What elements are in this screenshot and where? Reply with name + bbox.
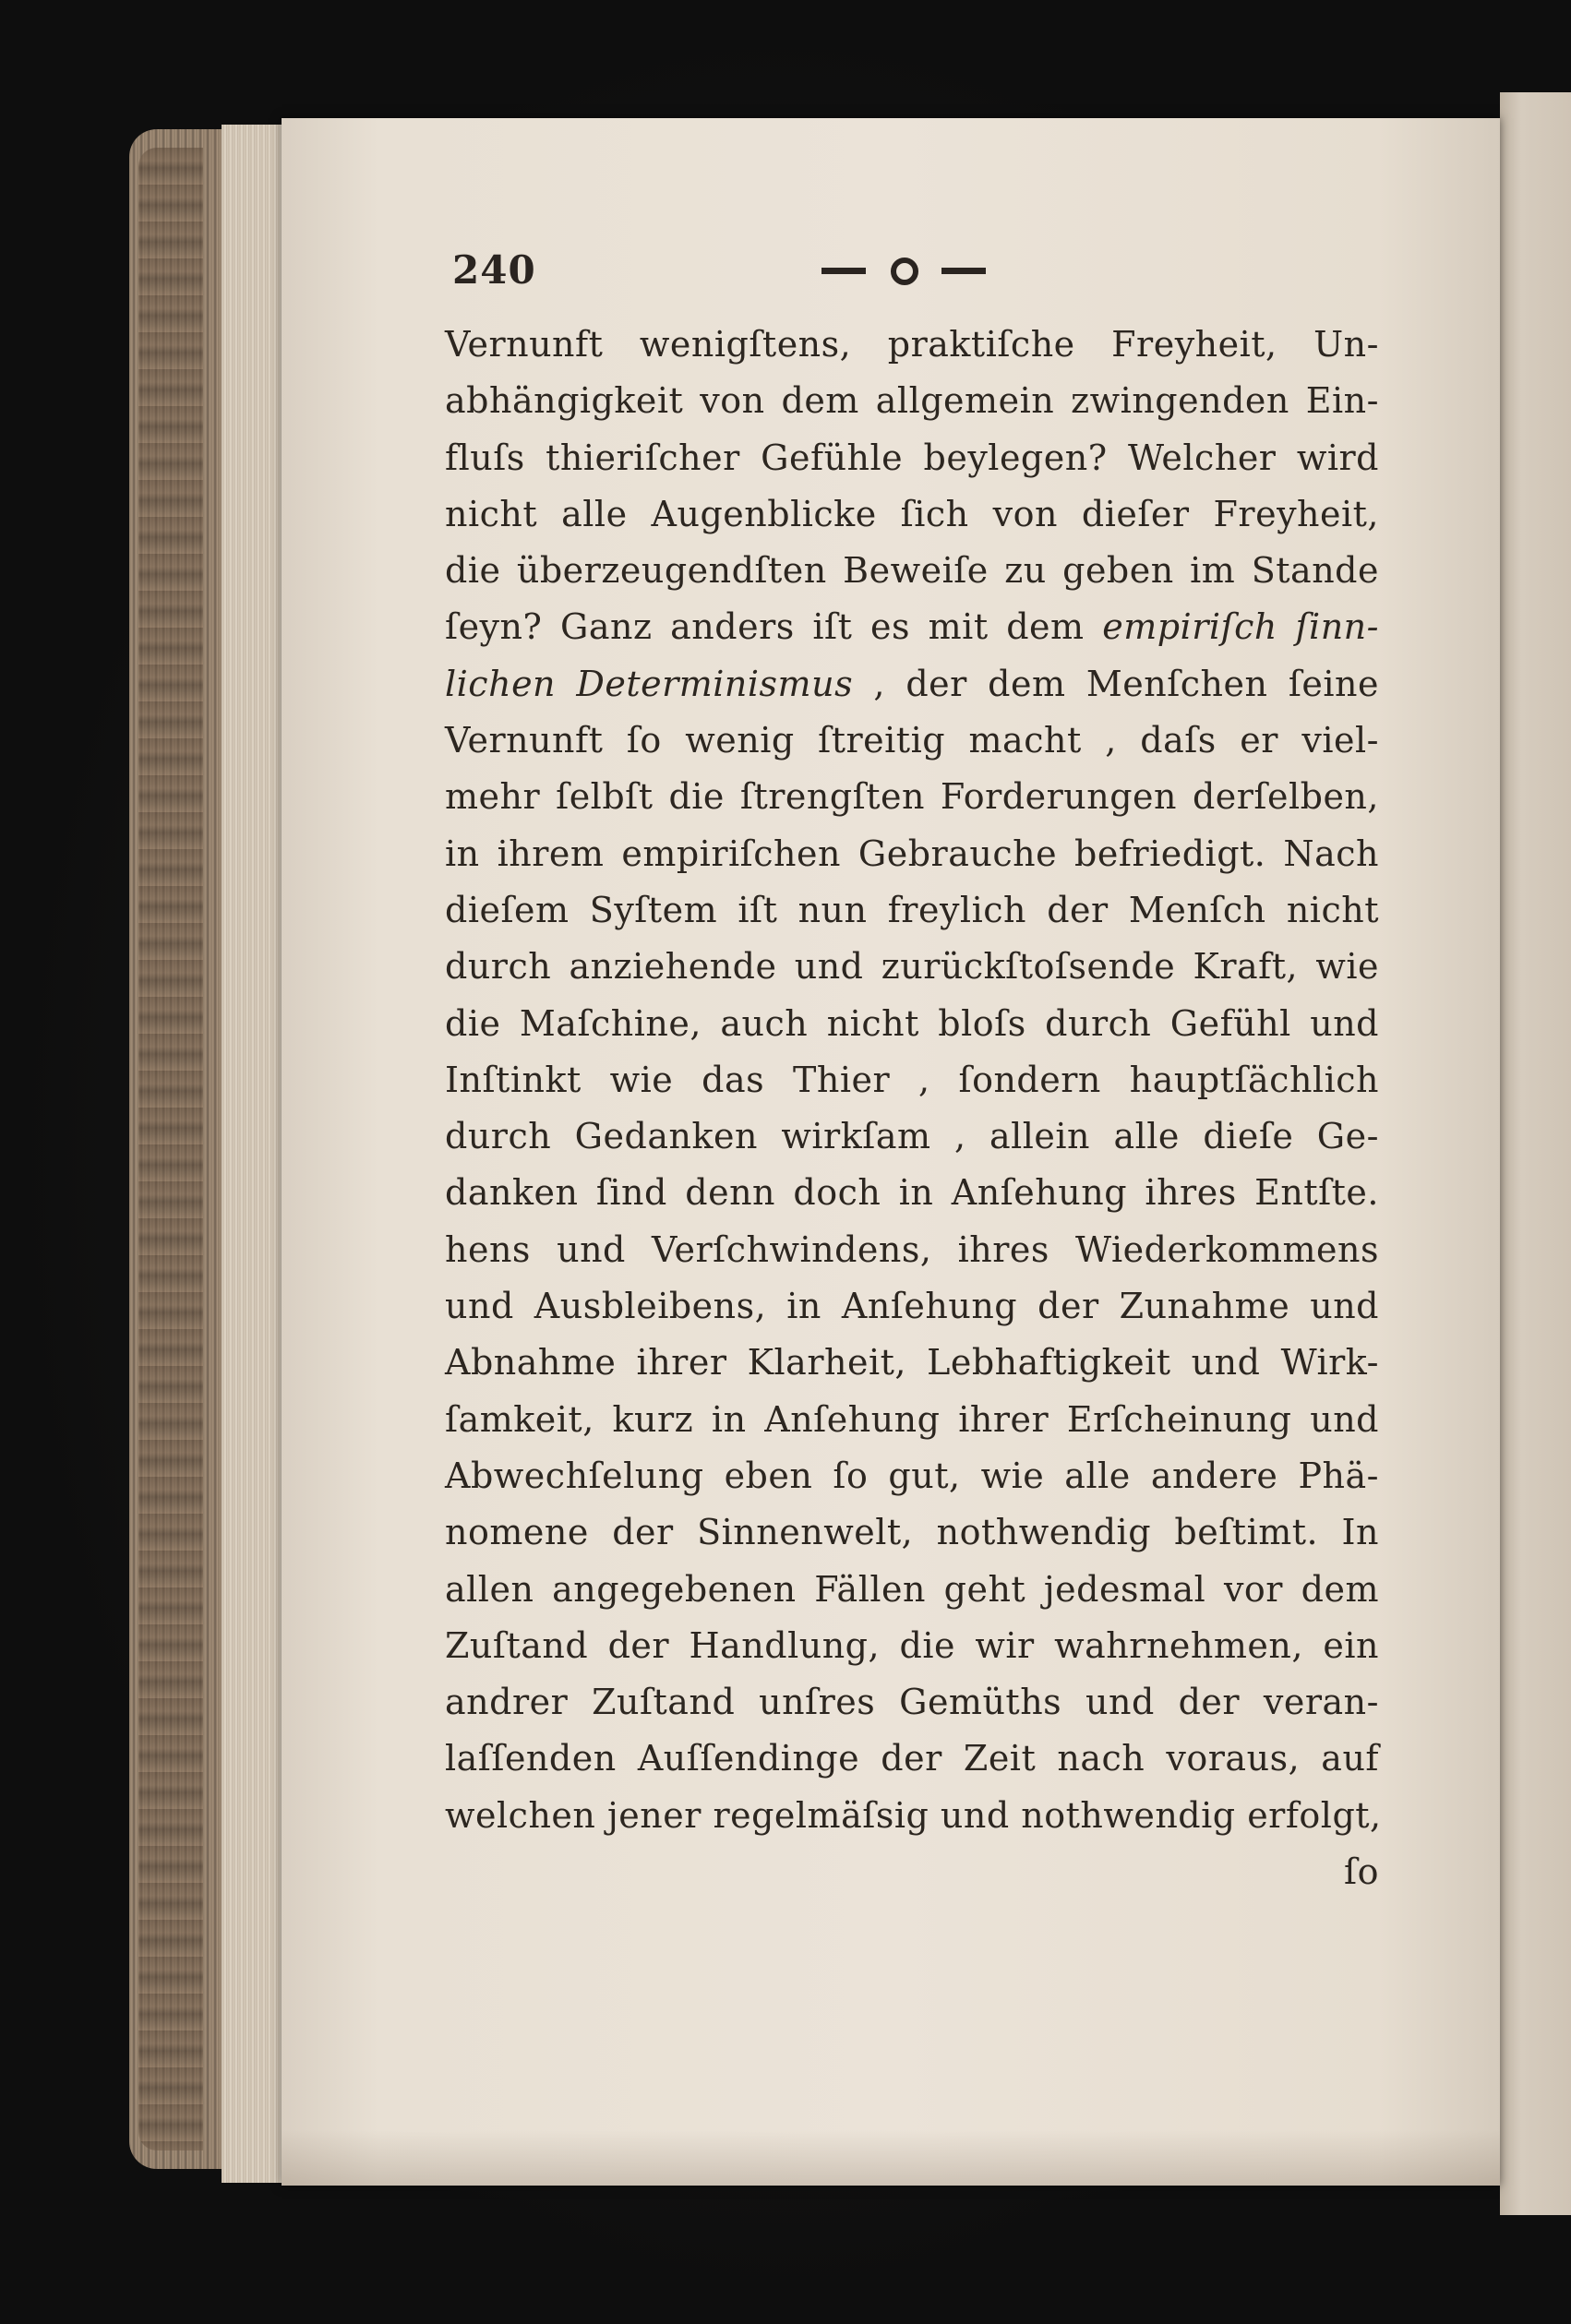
text-line: nomene der Sinnenwelt, nothwendig beſtimt. In — [445, 1512, 1379, 1553]
body-text — [445, 317, 1382, 1900]
text-line: welchen jener regelmäſsig und nothwendig erfolgt, — [445, 1794, 1382, 1836]
text-line: Zuſtand der Handlung, die wir wahrnehmen, ein — [445, 1624, 1379, 1666]
facing-page-edge — [1500, 92, 1571, 2215]
text-line: Vernunft wenigſtens, praktiſche Freyheit, Un- — [445, 324, 1379, 365]
text-line: Abnahme ihrer Klarheit, Lebhaftigkeit und Wirk- — [445, 1342, 1379, 1384]
text-line: in ihrem empiriſchen Gebrauche befriedigt. Nach — [445, 833, 1379, 874]
text-line — [445, 656, 1379, 713]
text-line: durch Gedanken wirkſam , allein alle dieſe Ge- — [445, 1116, 1379, 1157]
text-line: fluſs thieriſcher Gefühle beylegen? Welcher wird — [445, 437, 1379, 478]
text-segment: ſeyn? Ganz anders iſt es mit dem — [445, 606, 1103, 648]
text-line: abhängigkeit von dem allgemein zwingenden Ein- — [445, 380, 1379, 422]
text-line: Abwechſelung eben ſo gut, wie alle andere Phä- — [445, 1455, 1379, 1496]
text-line: nicht alle Augenblicke ſich von dieſer Freyheit, — [445, 493, 1379, 534]
header-ornament-icon — [803, 249, 1006, 295]
emphasized-term: empiriſch ſinn- — [1102, 606, 1379, 648]
text-line: mehr ſelbſt die ſtrengſten Forderungen derſelben, — [445, 776, 1379, 818]
text-line: hens und Verſchwindens, ihres Wiederkommens — [445, 1228, 1379, 1270]
text-line: dieſem Syſtem iſt nun freylich der Menſch nicht — [445, 889, 1379, 930]
text-line: durch anziehende und zurückſtoſsende Kraft, wie — [445, 946, 1379, 988]
text-line: die überzeugendſten Beweiſe zu geben im Stande — [445, 550, 1379, 592]
text-segment: , der dem Menſchen ſeine — [853, 663, 1380, 704]
text-line: laſſenden Auſſendinge der Zeit nach voraus, auf — [445, 1738, 1379, 1779]
text-line: und Ausbleibens, in Anſehung der Zunahme und — [445, 1286, 1379, 1327]
text-line: Vernunft ſo wenig ſtreitig macht , daſs er viel- — [445, 720, 1379, 761]
text-line: andrer Zuſtand unſres Gemüths und der veran- — [445, 1682, 1379, 1723]
page-number: 240 — [452, 247, 536, 293]
book-edge-foxing — [138, 148, 203, 2150]
text-line: ſamkeit, kurz in Anſehung ihrer Erſcheinung und — [445, 1398, 1379, 1440]
page-shadow — [282, 2130, 1500, 2186]
page-stack — [222, 125, 286, 2183]
page-header — [452, 247, 1375, 303]
emphasized-term: lichen Determinismus — [445, 663, 854, 704]
text-line: allen angegebenen Fällen geht jedesmal vor dem — [445, 1568, 1379, 1610]
text-line: Inſtinkt wie das Thier , ſondern hauptſächlich — [445, 1059, 1379, 1100]
text-line: danken ſind denn doch in Anſehung ihres Entſte. — [445, 1172, 1379, 1214]
text-line: ſo — [1344, 1851, 1379, 1893]
text-line: die Maſchine, auch nicht bloſs durch Gefühl und — [445, 1002, 1379, 1044]
text-line — [445, 599, 1379, 655]
